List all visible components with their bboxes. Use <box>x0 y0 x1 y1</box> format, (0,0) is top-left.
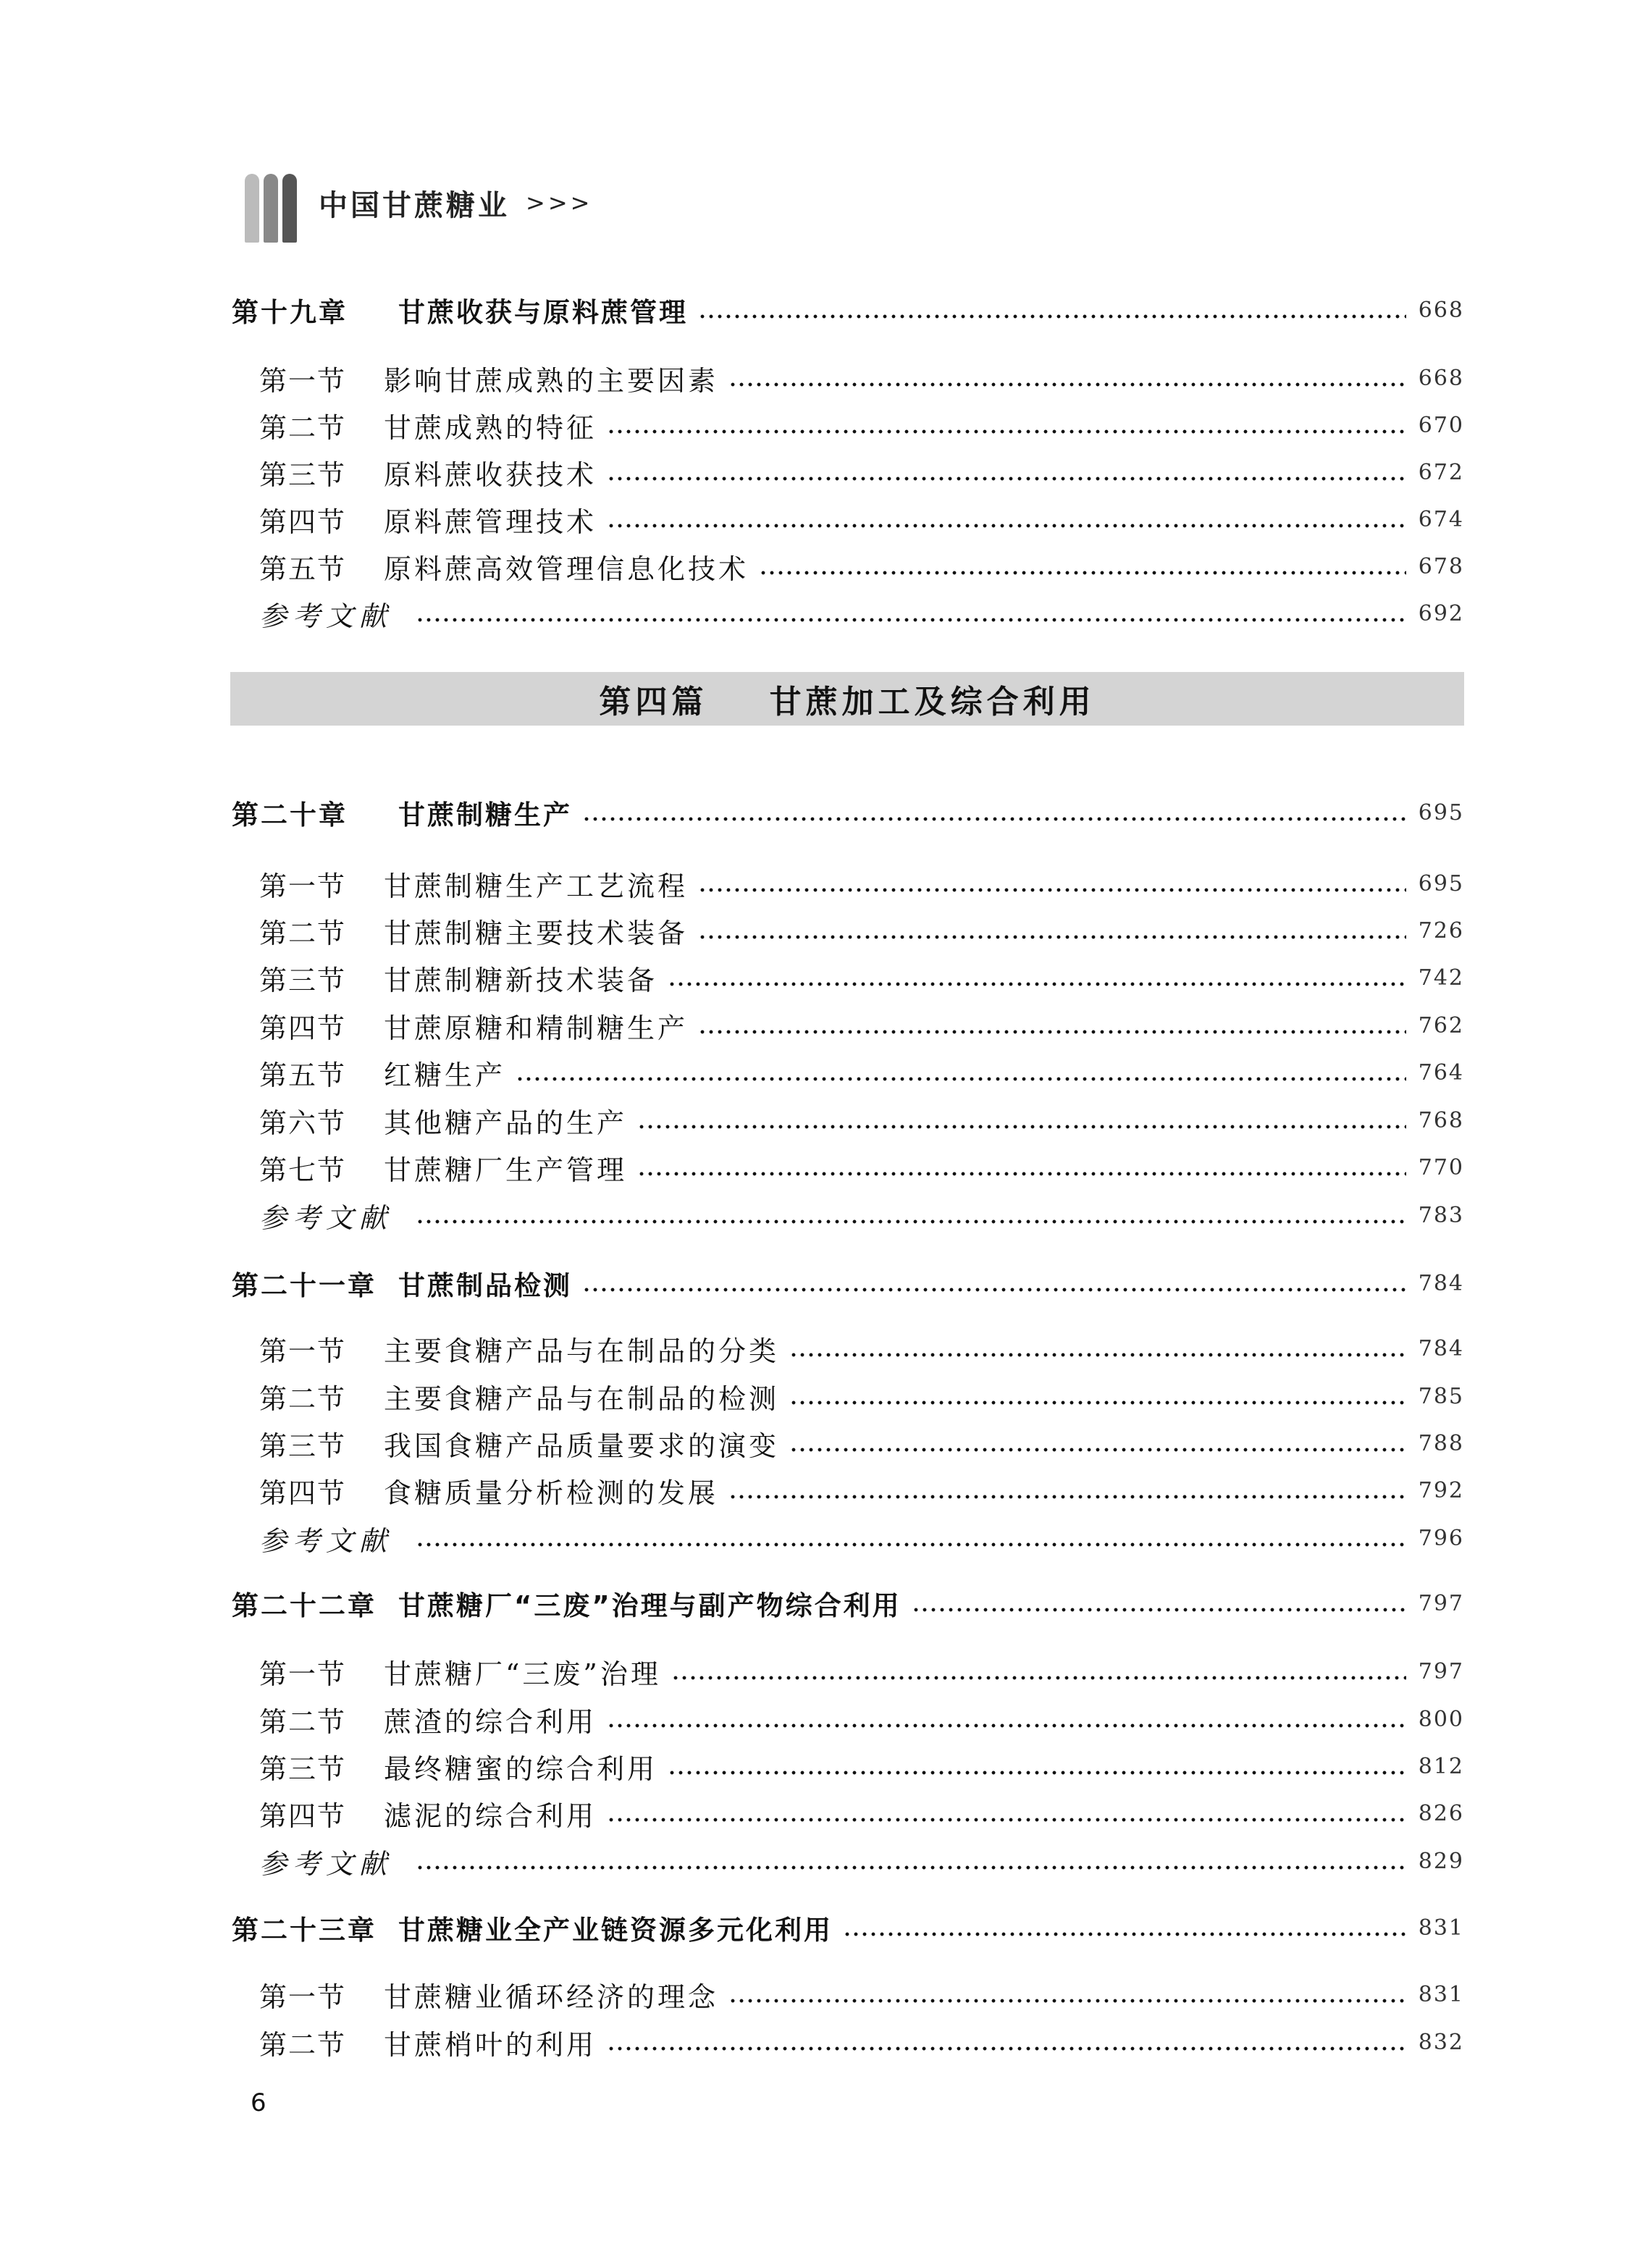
entry-label: 第三节 <box>259 1429 347 1462</box>
entry-title: 滤泥的综合利用 <box>384 1799 597 1832</box>
toc-section-entry[interactable] <box>259 360 1464 396</box>
entry-title: 甘蔗制糖主要技术装备 <box>384 917 689 949</box>
entry-title: 甘蔗收获与原料蔗管理 <box>398 297 688 328</box>
dot-leader <box>516 1076 1406 1082</box>
toc-section-entry[interactable] <box>259 1330 1464 1366</box>
entry-page-number: 678 <box>1418 553 1464 579</box>
entry-label: 第二十章 <box>232 799 348 831</box>
dot-leader <box>607 523 1406 529</box>
entry-label: 第一节 <box>259 1335 347 1367</box>
toc-references-entry[interactable] <box>259 1197 1464 1233</box>
dot-leader <box>698 314 1406 319</box>
dot-leader <box>416 617 1406 623</box>
entry-title: 甘蔗糖厂“三废”治理与副产物综合利用 <box>398 1590 902 1621</box>
toc-section-entry[interactable] <box>259 501 1464 537</box>
entry-title: 甘蔗制糖生产工艺流程 <box>384 870 689 902</box>
entry-page-number: 826 <box>1418 1800 1464 1826</box>
toc-references-entry[interactable] <box>259 1520 1464 1556</box>
dot-leader <box>698 1029 1406 1035</box>
toc-chapter-entry[interactable] <box>232 794 1464 831</box>
toc-section-entry[interactable] <box>259 1378 1464 1414</box>
dot-leader <box>668 981 1406 987</box>
entry-label: 第十九章 <box>232 297 348 328</box>
toc-references-entry[interactable] <box>259 595 1464 631</box>
toc-section-entry[interactable] <box>259 1748 1464 1784</box>
entry-page-number: 829 <box>1418 1848 1464 1874</box>
entry-label: 第五节 <box>259 553 347 585</box>
entry-page-number: 812 <box>1418 1753 1464 1779</box>
dot-leader <box>607 2046 1406 2051</box>
toc-chapter-entry[interactable] <box>232 1910 1464 1946</box>
entry-label: 第四节 <box>259 505 347 538</box>
dot-leader <box>759 570 1406 576</box>
toc-section-entry[interactable] <box>259 1054 1464 1091</box>
entry-label: 第四节 <box>259 1012 347 1044</box>
entry-page-number: 831 <box>1418 1981 1464 2007</box>
page-number: 6 <box>251 2088 266 2117</box>
toc-section-entry[interactable] <box>259 1149 1464 1185</box>
dot-leader <box>698 934 1406 940</box>
entry-title: 甘蔗成熟的特征 <box>384 411 597 444</box>
dot-leader <box>637 1171 1406 1177</box>
entry-page-number: 770 <box>1418 1154 1464 1180</box>
entry-label: 第二节 <box>259 2028 347 2061</box>
entry-label: 第二节 <box>259 1705 347 1738</box>
toc-section-entry[interactable] <box>259 1102 1464 1138</box>
entry-label: 参考文献 <box>259 600 393 632</box>
toc-section-entry[interactable] <box>259 912 1464 949</box>
entry-title: 原料蔗收获技术 <box>384 458 597 491</box>
entry-label: 第一节 <box>259 364 347 397</box>
toc-section-entry[interactable] <box>259 407 1464 443</box>
entry-label: 第七节 <box>259 1154 347 1186</box>
toc-section-entry[interactable] <box>259 1007 1464 1043</box>
entry-label: 第一节 <box>259 870 347 902</box>
toc-chapter-entry[interactable] <box>232 1265 1464 1301</box>
entry-label: 第二十三章 <box>232 1915 377 1946</box>
entry-title: 主要食糖产品与在制品的检测 <box>384 1382 780 1415</box>
toc-section-entry[interactable] <box>259 1795 1464 1831</box>
dot-leader <box>607 1723 1406 1729</box>
entry-page-number: 742 <box>1418 965 1464 991</box>
entry-label: 参考文献 <box>259 1524 393 1557</box>
dot-leader <box>728 382 1406 387</box>
toc-references-entry[interactable] <box>259 1843 1464 1879</box>
entry-label: 第四节 <box>259 1799 347 1832</box>
part-banner <box>230 672 1464 726</box>
header-arrows: >>> <box>526 189 593 217</box>
entry-title: 甘蔗糖业全产业链资源多元化利用 <box>398 1915 833 1946</box>
entry-page-number: 784 <box>1418 1270 1464 1296</box>
toc-section-entry[interactable] <box>259 548 1464 584</box>
toc-section-entry[interactable] <box>259 1976 1464 2012</box>
entry-title: 蔗渣的综合利用 <box>384 1705 597 1738</box>
entry-label: 第三节 <box>259 1752 347 1785</box>
entry-page-number: 668 <box>1418 297 1464 323</box>
entry-title: 甘蔗糖厂“三废”治理 <box>384 1658 661 1690</box>
dot-leader <box>637 1124 1406 1130</box>
entry-page-number: 695 <box>1418 870 1464 896</box>
entry-page-number: 831 <box>1418 1915 1464 1941</box>
dot-leader <box>582 1287 1406 1293</box>
sugarcane-logo-icon <box>232 163 304 243</box>
dot-leader <box>668 1770 1406 1776</box>
entry-page-number: 668 <box>1418 365 1464 391</box>
toc-chapter-entry[interactable] <box>232 1585 1464 1621</box>
dot-leader <box>728 1998 1406 2004</box>
entry-page-number: 788 <box>1418 1430 1464 1456</box>
dot-leader <box>789 1400 1406 1406</box>
entry-title: 甘蔗糖厂生产管理 <box>384 1154 628 1186</box>
entry-title: 最终糖蜜的综合利用 <box>384 1752 658 1785</box>
entry-page-number: 785 <box>1418 1383 1464 1409</box>
entry-page-number: 800 <box>1418 1706 1464 1732</box>
dot-leader <box>698 887 1406 893</box>
entry-label: 参考文献 <box>259 1847 393 1880</box>
toc-section-entry[interactable] <box>259 865 1464 902</box>
dot-leader <box>671 1675 1406 1681</box>
dot-leader <box>416 1865 1406 1870</box>
entry-page-number: 672 <box>1418 459 1464 485</box>
toc-section-entry[interactable] <box>259 1425 1464 1461</box>
entry-label: 第二十二章 <box>232 1590 377 1621</box>
entry-title: 原料蔗管理技术 <box>384 505 597 538</box>
entry-page-number: 768 <box>1418 1107 1464 1133</box>
dot-leader <box>912 1607 1406 1613</box>
entry-page-number: 784 <box>1418 1335 1464 1361</box>
dot-leader <box>607 476 1406 482</box>
entry-title: 其他糖产品的生产 <box>384 1106 628 1139</box>
part-label: 第四篇 <box>599 684 708 721</box>
entry-label: 第二节 <box>259 917 347 949</box>
toc-section-entry[interactable] <box>259 959 1464 996</box>
entry-label: 第六节 <box>259 1106 347 1139</box>
dot-leader <box>607 1817 1406 1823</box>
entry-label: 第四节 <box>259 1477 347 1509</box>
entry-page-number: 692 <box>1418 600 1464 626</box>
entry-page-number: 674 <box>1418 506 1464 532</box>
toc-chapter-entry[interactable] <box>232 292 1464 328</box>
entry-page-number: 832 <box>1418 2029 1464 2055</box>
entry-label: 第二十一章 <box>232 1270 377 1301</box>
entry-label: 第一节 <box>259 1981 347 2013</box>
entry-title: 甘蔗制品检测 <box>398 1270 572 1301</box>
dot-leader <box>728 1494 1406 1500</box>
entry-title: 甘蔗制糖新技术装备 <box>384 964 658 996</box>
entry-title: 甘蔗梢叶的利用 <box>384 2028 597 2061</box>
entry-label: 第二节 <box>259 411 347 444</box>
entry-title: 红糖生产 <box>384 1059 506 1091</box>
entry-page-number: 670 <box>1418 412 1464 438</box>
entry-page-number: 783 <box>1418 1202 1464 1228</box>
dot-leader <box>416 1542 1406 1547</box>
entry-page-number: 796 <box>1418 1525 1464 1551</box>
dot-leader <box>843 1931 1406 1937</box>
dot-leader <box>582 816 1406 822</box>
entry-title: 食糖质量分析检测的发展 <box>384 1477 719 1509</box>
entry-label: 第三节 <box>259 458 347 491</box>
entry-title: 影响甘蔗成熟的主要因素 <box>384 364 719 397</box>
dot-leader <box>789 1352 1406 1358</box>
dot-leader <box>607 429 1406 434</box>
entry-label: 第五节 <box>259 1059 347 1091</box>
entry-title: 甘蔗制糖生产 <box>398 799 572 831</box>
toc-section-entry[interactable] <box>259 1701 1464 1737</box>
toc-section-entry[interactable] <box>259 454 1464 490</box>
entry-label: 第三节 <box>259 964 347 996</box>
entry-page-number: 726 <box>1418 917 1464 944</box>
dot-leader <box>416 1219 1406 1225</box>
entry-page-number: 792 <box>1418 1477 1464 1503</box>
entry-page-number: 797 <box>1418 1658 1464 1684</box>
running-header <box>232 163 592 243</box>
entry-title: 甘蔗原糖和精制糖生产 <box>384 1012 689 1044</box>
entry-title: 我国食糖产品质量要求的演变 <box>384 1429 780 1462</box>
entry-label: 第二节 <box>259 1382 347 1415</box>
entry-title: 原料蔗高效管理信息化技术 <box>384 553 749 585</box>
part-title: 甘蔗加工及综合利用 <box>769 684 1096 721</box>
entry-page-number: 797 <box>1418 1590 1464 1616</box>
entry-title: 甘蔗糖业循环经济的理念 <box>384 1981 719 2013</box>
toc-section-entry[interactable] <box>259 2024 1464 2060</box>
entry-title: 主要食糖产品与在制品的分类 <box>384 1335 780 1367</box>
dot-leader <box>789 1447 1406 1453</box>
brand-title: 中国甘蔗糖业 <box>319 188 510 222</box>
entry-page-number: 762 <box>1418 1012 1464 1038</box>
entry-label: 第一节 <box>259 1658 347 1690</box>
entry-label: 参考文献 <box>259 1201 393 1234</box>
toc-section-entry[interactable] <box>259 1472 1464 1508</box>
entry-page-number: 764 <box>1418 1059 1464 1085</box>
entry-page-number: 695 <box>1418 799 1464 826</box>
toc-section-entry[interactable] <box>259 1653 1464 1689</box>
